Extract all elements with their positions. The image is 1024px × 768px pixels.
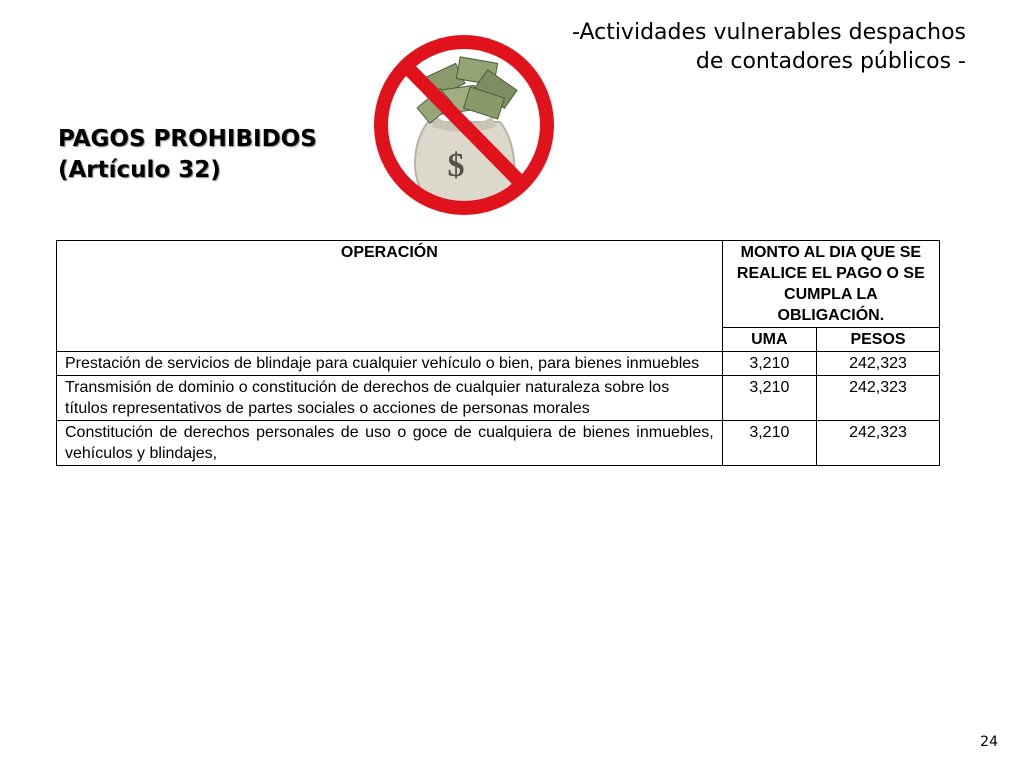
slide-heading-line-1: PAGOS PROHIBIDOS xyxy=(58,126,317,152)
table-row xyxy=(57,421,940,466)
table-header-row xyxy=(57,241,940,328)
pesos-cell: 242,323 xyxy=(817,421,940,466)
uma-cell: 3,210 xyxy=(722,376,816,421)
table-row xyxy=(57,352,940,376)
column-header-monto: MONTO AL DIA QUE SE REALICE EL PAGO O SE CUMPLA LA OBLIGACIÓN. xyxy=(722,241,939,328)
column-header-pesos: PESOS xyxy=(817,328,940,352)
column-header-uma: UMA xyxy=(722,328,816,352)
uma-cell: 3,210 xyxy=(722,352,816,376)
operation-cell: Prestación de servicios de blindaje para cualquier vehículo o bien, para bienes inmuebles xyxy=(57,352,723,376)
slide-heading-line-2: (Artículo 32) xyxy=(58,157,221,183)
column-header-operacion: OPERACIÓN xyxy=(57,241,723,352)
table-row xyxy=(57,376,940,421)
operation-cell: Constitución de derechos personales de uso o goce de cualquiera de bienes inmuebles, vehículos y blindajes, xyxy=(57,421,723,466)
slide-subtitle-line-1: -Actividades vulnerables despachos xyxy=(571,20,966,45)
slide-subtitle xyxy=(526,18,966,76)
pesos-cell: 242,323 xyxy=(817,376,940,421)
prohibited-money-bag-icon xyxy=(366,30,562,220)
operations-table xyxy=(56,240,940,466)
page-number: 24 xyxy=(980,734,998,750)
dollar-sign-icon: $ xyxy=(447,147,465,184)
operation-cell: Transmisión de dominio o constitución de derechos de cualquier naturaleza sobre los títulos representativos de partes sociales o acciones de personas morales xyxy=(57,376,723,421)
uma-cell: 3,210 xyxy=(722,421,816,466)
slide-subtitle-line-2: de contadores públicos - xyxy=(695,49,966,74)
pesos-cell: 242,323 xyxy=(817,352,940,376)
slide-heading xyxy=(58,124,317,186)
